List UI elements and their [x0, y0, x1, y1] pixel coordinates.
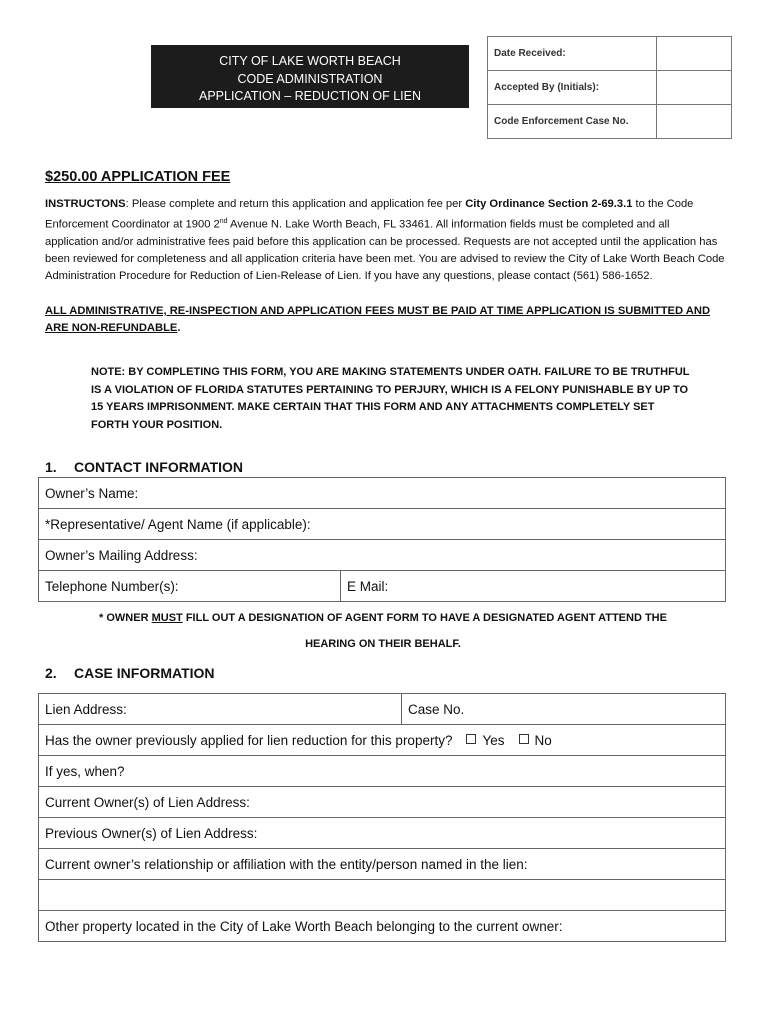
- relationship-field[interactable]: Current owner’s relationship or affiliation with the entity/person named in the lien:: [39, 849, 726, 880]
- owner-name-field[interactable]: Owner’s Name:: [39, 478, 726, 509]
- instructions-text-2: to the Code Enforcement Coordinator at 1900 2: [45, 198, 694, 231]
- agent-note-part-1: * OWNER: [99, 612, 152, 624]
- instructions-label: INSTRUCTONS: [45, 198, 126, 210]
- form-header: [151, 45, 469, 108]
- date-received-label: Date Received:: [488, 37, 657, 71]
- other-property-field[interactable]: Other property located in the City of Lake Worth Beach belonging to the current owner:: [39, 911, 726, 942]
- section-2-number: 2.: [45, 665, 57, 681]
- section-2-label: CASE INFORMATION: [74, 665, 215, 681]
- agent-note-must: MUST: [151, 612, 183, 624]
- section-1-number: 1.: [45, 459, 57, 475]
- fees-warning: [45, 303, 725, 337]
- lien-address-field[interactable]: Lien Address:: [39, 694, 402, 725]
- ordinal-suffix: nd: [219, 218, 228, 225]
- previously-applied-row: [39, 725, 726, 756]
- no-checkbox[interactable]: [519, 734, 529, 744]
- previously-applied-question: Has the owner previously applied for lien reduction for this property?: [45, 732, 453, 748]
- if-yes-when-field[interactable]: If yes, when?: [39, 756, 726, 787]
- section-2-title: [45, 665, 215, 681]
- no-label: No: [534, 732, 552, 748]
- office-use-table: [487, 36, 732, 139]
- oath-note: NOTE: BY COMPLETING THIS FORM, YOU ARE MAKING STATEMENTS UNDER OATH. FAILURE TO BE TRUTHFUL IS A VIOLATION OF FLORIDA STATUTES PERTAINING TO PERJURY, WHICH IS A FELONY PUNISHABLE BY UP TO 15 YEARS IMPRISONMENT. MAKE CERTAIN THAT THIS FORM AND ANY ATTACHMENTS COMPLETELY SET FORTH YOUR POSITION.: [91, 366, 690, 431]
- header-department: CODE ADMINISTRATION: [237, 71, 383, 86]
- instructions-paragraph: [45, 196, 725, 285]
- email-field[interactable]: E Mail:: [341, 571, 726, 602]
- ordinance-reference: City Ordinance Section 2-69.3.1: [465, 198, 633, 210]
- mailing-address-field[interactable]: Owner’s Mailing Address:: [39, 540, 726, 571]
- section-1-title: [45, 459, 243, 475]
- yes-checkbox[interactable]: [466, 734, 476, 744]
- date-received-field[interactable]: [657, 37, 732, 71]
- case-table: [38, 693, 726, 942]
- representative-name-field[interactable]: *Representative/ Agent Name (if applicable):: [39, 509, 726, 540]
- contact-table: [38, 477, 726, 602]
- header-city: CITY OF LAKE WORTH BEACH: [219, 54, 401, 68]
- previous-owner-field[interactable]: Previous Owner(s) of Lien Address:: [39, 818, 726, 849]
- section-1-label: CONTACT INFORMATION: [74, 459, 244, 475]
- telephone-field[interactable]: Telephone Number(s):: [39, 571, 341, 602]
- fee-heading: $250.00 APPLICATION FEE: [45, 169, 231, 185]
- instructions-text-3: Avenue N. Lake Worth Beach, FL 33461. All information fields must be completed and all application and/or administrative fees paid before this application can be processed. Requests are not accepted until the application has been reviewed for completeness and all application criteria have been met. You are advised to review the City of Lake Worth Beach Code Administration Procedure for Reduction of Lien-Release of Lien. If you have any questions, please contact (561) 586-1652.: [45, 218, 725, 282]
- enforcement-case-label: Code Enforcement Case No.: [488, 105, 657, 139]
- instructions-text-1: : Please complete and return this application and application fee per: [125, 198, 466, 210]
- agent-designation-note: [40, 605, 726, 657]
- fees-warning-period: .: [177, 322, 181, 334]
- fees-warning-text: ALL ADMINISTRATIVE, RE-INSPECTION AND APPLICATION FEES MUST BE PAID AT TIME APPLICATION IS SUBMITTED AND ARE NON-REFUNDABLE: [45, 305, 711, 334]
- agent-note-part-2: FILL OUT A DESIGNATION OF AGENT FORM TO HAVE A DESIGNATED AGENT ATTEND THE: [182, 612, 667, 624]
- case-number-field[interactable]: Case No.: [402, 694, 726, 725]
- current-owner-field[interactable]: Current Owner(s) of Lien Address:: [39, 787, 726, 818]
- header-form-title: APPLICATION – REDUCTION OF LIEN: [198, 89, 422, 103]
- accepted-by-field[interactable]: [657, 71, 732, 105]
- enforcement-case-field[interactable]: [657, 105, 732, 139]
- relationship-answer-field[interactable]: [39, 880, 726, 911]
- agent-note-line-2: HEARING ON THEIR BEHALF.: [305, 638, 461, 650]
- accepted-by-label: Accepted By (Initials):: [488, 71, 657, 105]
- yes-label: Yes: [482, 732, 505, 748]
